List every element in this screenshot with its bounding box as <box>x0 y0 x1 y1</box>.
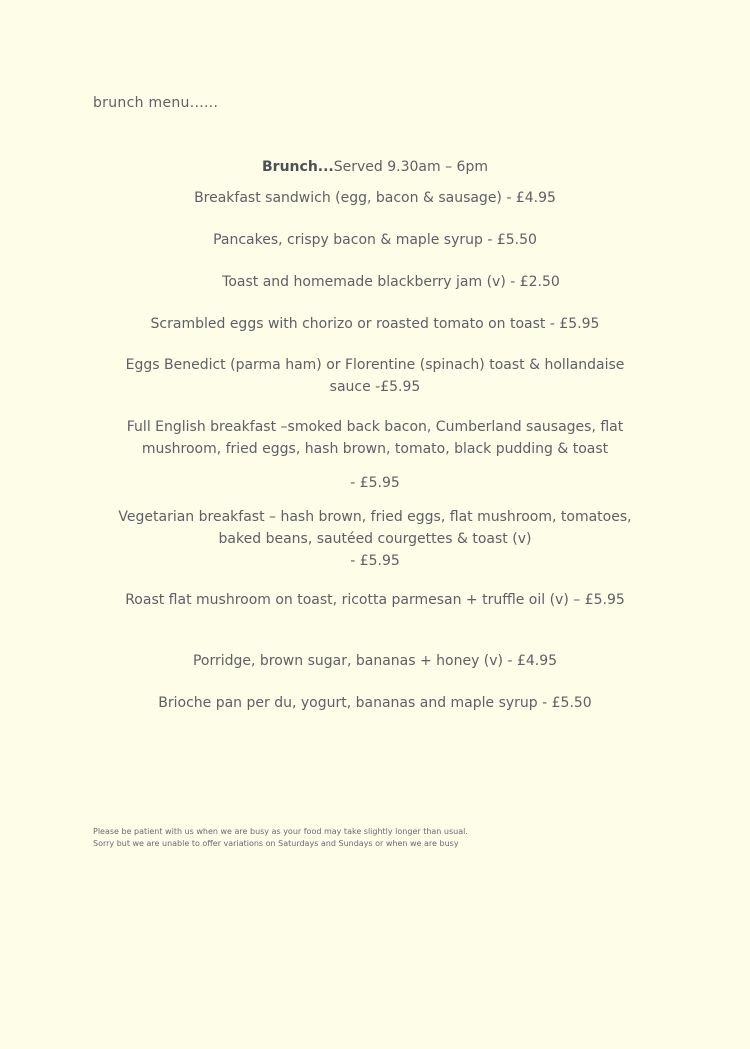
menu-item-vegetarian-breakfast <box>80 506 670 572</box>
footer-note <box>93 826 468 850</box>
menu-item-roast-mushroom: Roast flat mushroom on toast, ricotta parmesan + truffle oil (v) – £5.95 <box>125 592 625 608</box>
menu-item-toast-jam: Toast and homemade blackberry jam (v) - £2.50 <box>222 274 560 290</box>
menu-item-full-english <box>80 416 670 494</box>
menu-item-pancakes: Pancakes, crispy bacon & maple syrup - £5.50 <box>213 232 537 248</box>
footer-note-line1: Please be patient with us when we are busy as your food may take slightly longer than usual. <box>93 827 468 836</box>
brunch-title <box>80 156 670 178</box>
menu-item-full-english-price: - £5.95 <box>350 475 400 491</box>
menu-header-label: brunch menu...... <box>93 95 219 111</box>
menu-item-vegetarian-price: - £5.95 <box>350 553 400 569</box>
menu-item-eggs-benedict-line1: Eggs Benedict (parma ham) or Florentine (spinach) toast & hollandaise <box>125 357 625 373</box>
menu-item-full-english-line1: Full English breakfast –smoked back bacon, Cumberland sausages, flat <box>126 419 624 435</box>
menu-item-porridge: Porridge, brown sugar, bananas + honey (v) - £4.95 <box>192 653 558 669</box>
menu-item-eggs-benedict-line2: sauce -£5.95 <box>329 379 421 395</box>
menu-item-eggs-benedict <box>80 354 670 398</box>
menu-item-vegetarian-line1: Vegetarian breakfast – hash brown, fried eggs, flat mushroom, tomatoes, <box>118 509 632 525</box>
brunch-serving-hours: Served 9.30am – 6pm <box>333 159 488 175</box>
menu-item-scrambled-eggs: Scrambled eggs with chorizo or roasted tomato on toast - £5.95 <box>150 316 600 332</box>
menu-item-vegetarian-line2: baked beans, sautéed courgettes & toast (v) <box>218 531 532 547</box>
menu-item-brioche: Brioche pan per du, yogurt, bananas and maple syrup - £5.50 <box>158 695 592 711</box>
brunch-title-bold: Brunch... <box>262 159 334 175</box>
menu-item-breakfast-sandwich: Breakfast sandwich (egg, bacon & sausage) - £4.95 <box>194 190 556 206</box>
menu-item-full-english-line2: mushroom, fried eggs, hash brown, tomato, black pudding & toast <box>141 441 609 457</box>
footer-note-line2: Sorry but we are unable to offer variations on Saturdays and Sundays or when we are busy <box>93 839 459 848</box>
